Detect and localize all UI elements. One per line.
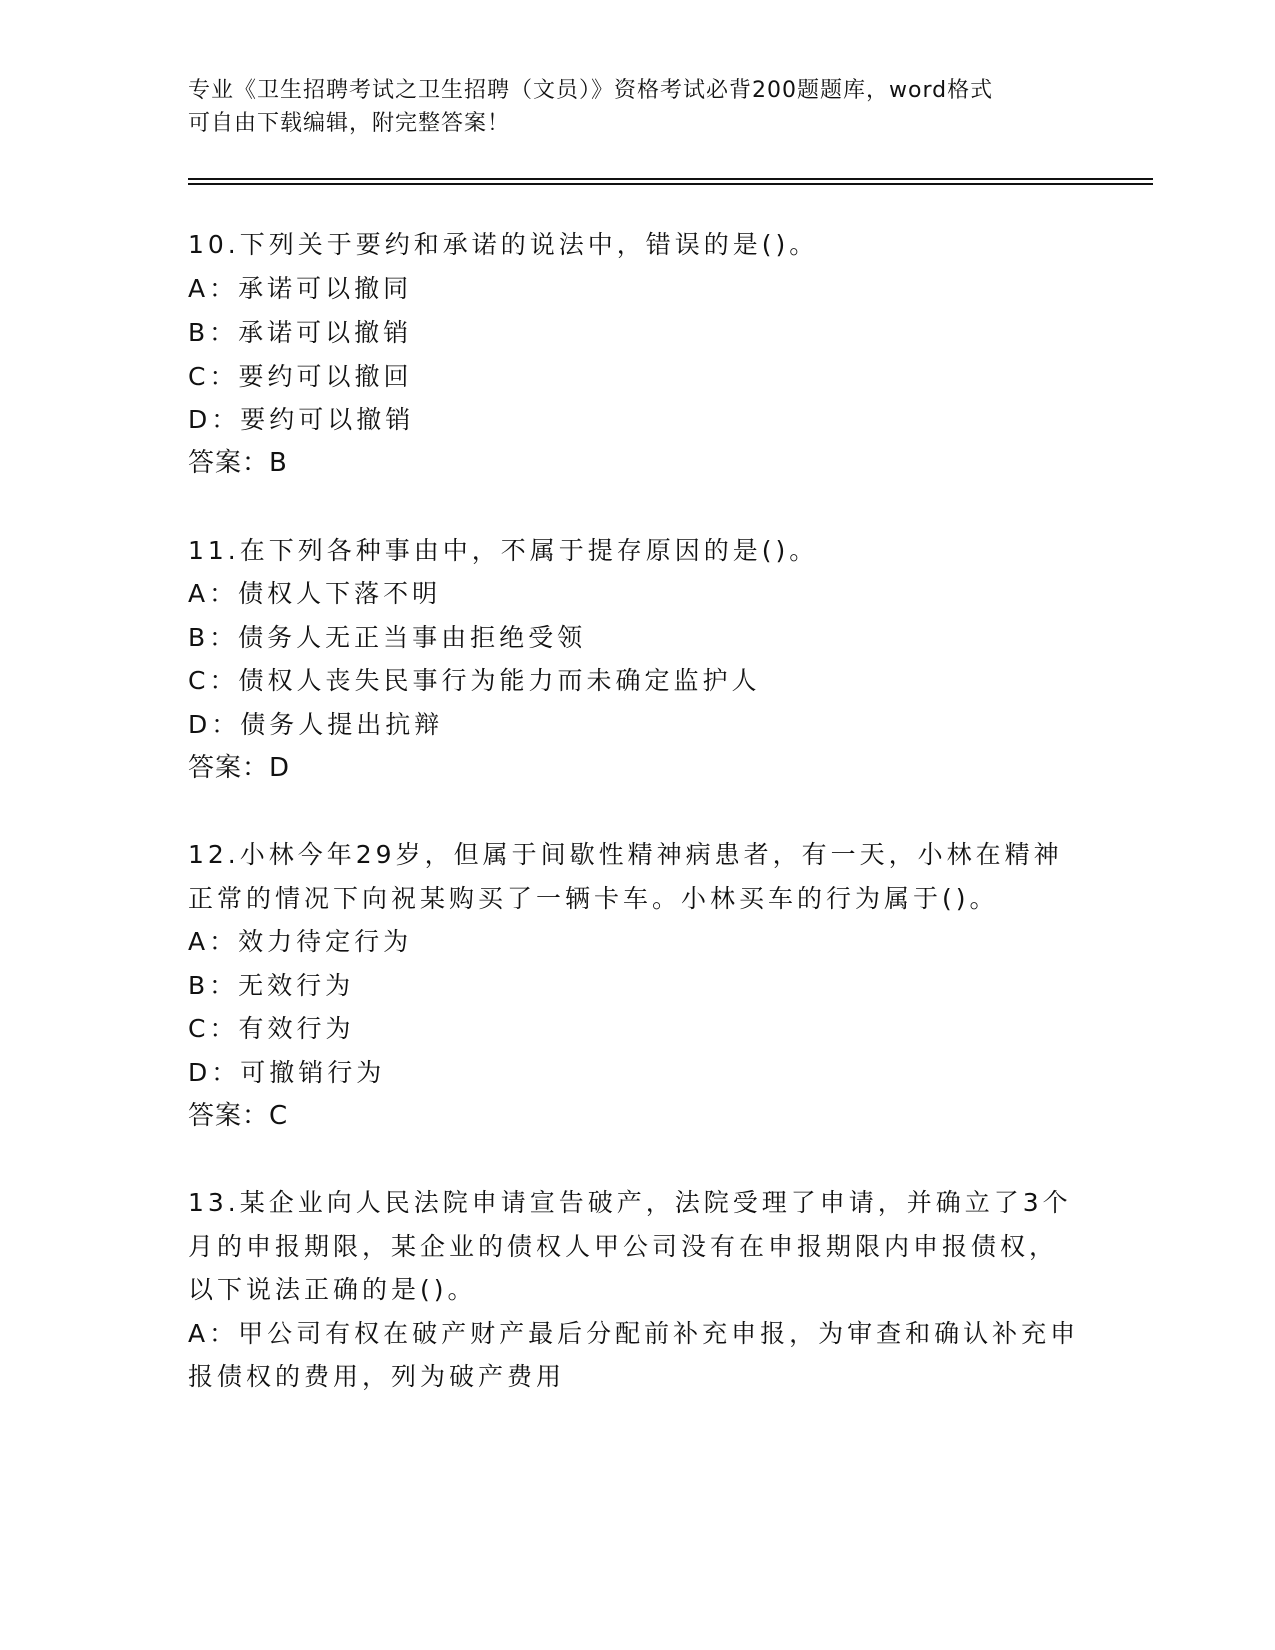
header-divider-top [188,178,1153,180]
question-12-stem-line-2: 正常的情况下向祝某购买了一辆卡车。小林买车的行为属于()。 [188,884,999,913]
question-12-option-c: C：有效行为 [188,1014,355,1043]
question-12-stem-line-1: 12.小林今年29岁，但属于间歇性精神病患者，有一天，小林在精神 [188,840,1063,869]
question-11-option-b: B：债务人无正当事由拒绝受领 [188,623,587,652]
header-divider-bottom [188,183,1153,185]
question-11-stem: 11.在下列各种事由中，不属于提存原因的是()。 [188,536,819,565]
question-13-stem-line-2: 月的申报期限，某企业的债权人甲公司没有在申报期限内申报债权， [188,1232,1059,1261]
question-11-answer: 答案：D [188,753,291,783]
question-13-stem-line-3: 以下说法正确的是()。 [188,1275,477,1304]
question-10-stem: 10.下列关于要约和承诺的说法中，错误的是()。 [188,230,819,259]
question-13-option-a-line-1: A：甲公司有权在破产财产最后分配前补充申报，为审查和确认补充申 [188,1319,1080,1348]
question-12-answer: 答案：C [188,1101,289,1131]
question-12-option-b: B：无效行为 [188,971,355,1000]
question-12-option-a: A：效力待定行为 [188,927,413,956]
question-10-option-b: B：承诺可以撤销 [188,318,413,347]
question-12-option-d: D：可撤销行为 [188,1058,386,1087]
question-13-option-a-line-2: 报债权的费用，列为破产费用 [188,1362,566,1391]
question-11-option-c: C：债权人丧失民事行为能力而未确定监护人 [188,666,761,695]
question-13-stem-line-1: 13.某企业向人民法院申请宣告破产，法院受理了申请，并确立了3个 [188,1188,1072,1217]
question-10-answer: 答案：B [188,448,288,478]
question-11-option-d: D：债务人提出抗辩 [188,710,444,739]
header-title-line-2: 可自由下载编辑，附完整答案！ [188,111,511,136]
question-11-option-a: A：债权人下落不明 [188,579,442,608]
question-10-option-a: A：承诺可以撤同 [188,274,413,303]
header-title-line-1: 专业《卫生招聘考试之卫生招聘（文员）》资格考试必背200题题库，word格式 [188,78,994,103]
question-10-option-d: D：要约可以撤销 [188,405,415,434]
document-header [188,74,1088,140]
question-10-option-c: C：要约可以撤回 [188,362,413,391]
